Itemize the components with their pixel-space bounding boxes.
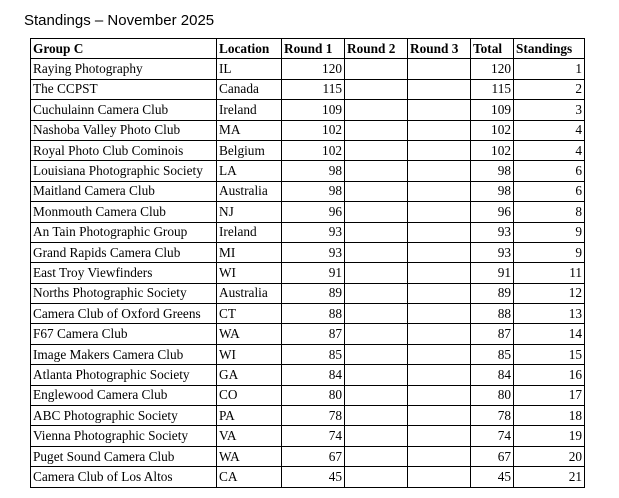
table-row: [31, 426, 585, 446]
location-cell: Australia: [217, 181, 282, 201]
club-name-cell: Louisiana Photographic Society: [31, 161, 217, 181]
total-cell: 74: [471, 426, 514, 446]
club-name-cell: Maitland Camera Club: [31, 181, 217, 201]
location-cell: WA: [217, 324, 282, 344]
club-name-cell: Puget Sound Camera Club: [31, 446, 217, 466]
round-1-cell: 93: [282, 242, 345, 262]
round-1-cell: 109: [282, 100, 345, 120]
total-cell: 109: [471, 100, 514, 120]
round-1-cell: 45: [282, 467, 345, 487]
round-2-cell: [345, 283, 408, 303]
total-cell: 93: [471, 222, 514, 242]
standing-cell: 2: [514, 79, 585, 99]
round-1-cell: 87: [282, 324, 345, 344]
round-2-cell: [345, 263, 408, 283]
standing-cell: 1: [514, 59, 585, 79]
club-name-cell: Vienna Photographic Society: [31, 426, 217, 446]
total-cell: 96: [471, 202, 514, 222]
total-cell: 98: [471, 181, 514, 201]
round-2-cell: [345, 385, 408, 405]
standings-table: [30, 38, 585, 488]
column-header-standings: Standings: [514, 39, 585, 59]
round-3-cell: [408, 446, 471, 466]
table-row: [31, 79, 585, 99]
table-row: [31, 59, 585, 79]
round-3-cell: [408, 263, 471, 283]
table-row: [31, 344, 585, 364]
table-row: [31, 222, 585, 242]
location-cell: WI: [217, 263, 282, 283]
club-name-cell: Camera Club of Los Altos: [31, 467, 217, 487]
location-cell: MA: [217, 120, 282, 140]
table-row: [31, 406, 585, 426]
round-1-cell: 96: [282, 202, 345, 222]
club-name-cell: An Tain Photographic Group: [31, 222, 217, 242]
club-name-cell: East Troy Viewfinders: [31, 263, 217, 283]
total-cell: 85: [471, 344, 514, 364]
round-1-cell: 115: [282, 79, 345, 99]
round-1-cell: 102: [282, 140, 345, 160]
table-row: [31, 100, 585, 120]
column-header-round-1: Round 1: [282, 39, 345, 59]
round-2-cell: [345, 100, 408, 120]
total-cell: 80: [471, 385, 514, 405]
location-cell: IL: [217, 59, 282, 79]
standing-cell: 11: [514, 263, 585, 283]
location-cell: WA: [217, 446, 282, 466]
round-2-cell: [345, 426, 408, 446]
club-name-cell: Camera Club of Oxford Greens: [31, 304, 217, 324]
table-row: [31, 120, 585, 140]
table-row: [31, 140, 585, 160]
club-name-cell: The CCPST: [31, 79, 217, 99]
total-cell: 87: [471, 324, 514, 344]
location-cell: Australia: [217, 283, 282, 303]
round-2-cell: [345, 59, 408, 79]
round-2-cell: [345, 161, 408, 181]
round-3-cell: [408, 242, 471, 262]
club-name-cell: Norths Photographic Society: [31, 283, 217, 303]
round-1-cell: 74: [282, 426, 345, 446]
round-3-cell: [408, 344, 471, 364]
standing-cell: 13: [514, 304, 585, 324]
club-name-cell: Monmouth Camera Club: [31, 202, 217, 222]
club-name-cell: Englewood Camera Club: [31, 385, 217, 405]
table-row: [31, 324, 585, 344]
total-cell: 93: [471, 242, 514, 262]
round-2-cell: [345, 406, 408, 426]
location-cell: CA: [217, 467, 282, 487]
round-1-cell: 98: [282, 161, 345, 181]
table-row: [31, 202, 585, 222]
column-header-round-2: Round 2: [345, 39, 408, 59]
round-2-cell: [345, 120, 408, 140]
page-title: Standings – November 2025: [24, 12, 215, 29]
round-1-cell: 78: [282, 406, 345, 426]
location-cell: Belgium: [217, 140, 282, 160]
round-3-cell: [408, 426, 471, 446]
round-3-cell: [408, 222, 471, 242]
round-1-cell: 84: [282, 365, 345, 385]
table-row: [31, 283, 585, 303]
club-name-cell: F67 Camera Club: [31, 324, 217, 344]
table-row: [31, 467, 585, 487]
round-3-cell: [408, 161, 471, 181]
round-3-cell: [408, 79, 471, 99]
round-3-cell: [408, 324, 471, 344]
round-3-cell: [408, 365, 471, 385]
total-cell: 88: [471, 304, 514, 324]
location-cell: CO: [217, 385, 282, 405]
round-3-cell: [408, 120, 471, 140]
round-1-cell: 67: [282, 446, 345, 466]
round-2-cell: [345, 181, 408, 201]
standing-cell: 9: [514, 242, 585, 262]
location-cell: Canada: [217, 79, 282, 99]
standing-cell: 19: [514, 426, 585, 446]
total-cell: 102: [471, 120, 514, 140]
round-1-cell: 120: [282, 59, 345, 79]
location-cell: Ireland: [217, 100, 282, 120]
location-cell: PA: [217, 406, 282, 426]
total-cell: 78: [471, 406, 514, 426]
round-3-cell: [408, 467, 471, 487]
location-cell: VA: [217, 426, 282, 446]
club-name-cell: ABC Photographic Society: [31, 406, 217, 426]
standing-cell: 3: [514, 100, 585, 120]
round-3-cell: [408, 304, 471, 324]
location-cell: MI: [217, 242, 282, 262]
round-1-cell: 80: [282, 385, 345, 405]
total-cell: 91: [471, 263, 514, 283]
column-header-total: Total: [471, 39, 514, 59]
total-cell: 67: [471, 446, 514, 466]
total-cell: 84: [471, 365, 514, 385]
table-row: [31, 446, 585, 466]
total-cell: 120: [471, 59, 514, 79]
total-cell: 115: [471, 79, 514, 99]
table-row: [31, 181, 585, 201]
total-cell: 98: [471, 161, 514, 181]
standing-cell: 4: [514, 120, 585, 140]
standing-cell: 14: [514, 324, 585, 344]
location-cell: CT: [217, 304, 282, 324]
standing-cell: 18: [514, 406, 585, 426]
table-row: [31, 263, 585, 283]
table-row: [31, 365, 585, 385]
total-cell: 45: [471, 467, 514, 487]
round-2-cell: [345, 344, 408, 364]
standing-cell: 8: [514, 202, 585, 222]
round-2-cell: [345, 467, 408, 487]
round-2-cell: [345, 365, 408, 385]
location-cell: LA: [217, 161, 282, 181]
round-2-cell: [345, 202, 408, 222]
club-name-cell: Raying Photography: [31, 59, 217, 79]
round-1-cell: 102: [282, 120, 345, 140]
table-row: [31, 304, 585, 324]
round-1-cell: 93: [282, 222, 345, 242]
location-cell: GA: [217, 365, 282, 385]
club-name-cell: Atlanta Photographic Society: [31, 365, 217, 385]
round-3-cell: [408, 283, 471, 303]
round-3-cell: [408, 100, 471, 120]
round-2-cell: [345, 446, 408, 466]
standing-cell: 16: [514, 365, 585, 385]
round-1-cell: 98: [282, 181, 345, 201]
standing-cell: 9: [514, 222, 585, 242]
standing-cell: 6: [514, 161, 585, 181]
round-2-cell: [345, 140, 408, 160]
standing-cell: 6: [514, 181, 585, 201]
club-name-cell: Royal Photo Club Cominois: [31, 140, 217, 160]
round-2-cell: [345, 324, 408, 344]
round-1-cell: 89: [282, 283, 345, 303]
column-header-location: Location: [217, 39, 282, 59]
location-cell: WI: [217, 344, 282, 364]
round-3-cell: [408, 385, 471, 405]
standing-cell: 17: [514, 385, 585, 405]
round-2-cell: [345, 79, 408, 99]
total-cell: 102: [471, 140, 514, 160]
table-header-row: [31, 39, 585, 59]
club-name-cell: Nashoba Valley Photo Club: [31, 120, 217, 140]
club-name-cell: Grand Rapids Camera Club: [31, 242, 217, 262]
round-3-cell: [408, 406, 471, 426]
round-2-cell: [345, 222, 408, 242]
round-2-cell: [345, 304, 408, 324]
round-1-cell: 91: [282, 263, 345, 283]
standing-cell: 15: [514, 344, 585, 364]
table-row: [31, 242, 585, 262]
round-1-cell: 88: [282, 304, 345, 324]
table-body: [31, 59, 585, 487]
column-header-group: Group C: [31, 39, 217, 59]
location-cell: Ireland: [217, 222, 282, 242]
round-3-cell: [408, 59, 471, 79]
standing-cell: 20: [514, 446, 585, 466]
location-cell: NJ: [217, 202, 282, 222]
round-3-cell: [408, 202, 471, 222]
round-3-cell: [408, 181, 471, 201]
round-2-cell: [345, 242, 408, 262]
club-name-cell: Cuchulainn Camera Club: [31, 100, 217, 120]
table-row: [31, 385, 585, 405]
standing-cell: 21: [514, 467, 585, 487]
column-header-round-3: Round 3: [408, 39, 471, 59]
round-1-cell: 85: [282, 344, 345, 364]
club-name-cell: Image Makers Camera Club: [31, 344, 217, 364]
table-row: [31, 161, 585, 181]
total-cell: 89: [471, 283, 514, 303]
standing-cell: 12: [514, 283, 585, 303]
standing-cell: 4: [514, 140, 585, 160]
round-3-cell: [408, 140, 471, 160]
